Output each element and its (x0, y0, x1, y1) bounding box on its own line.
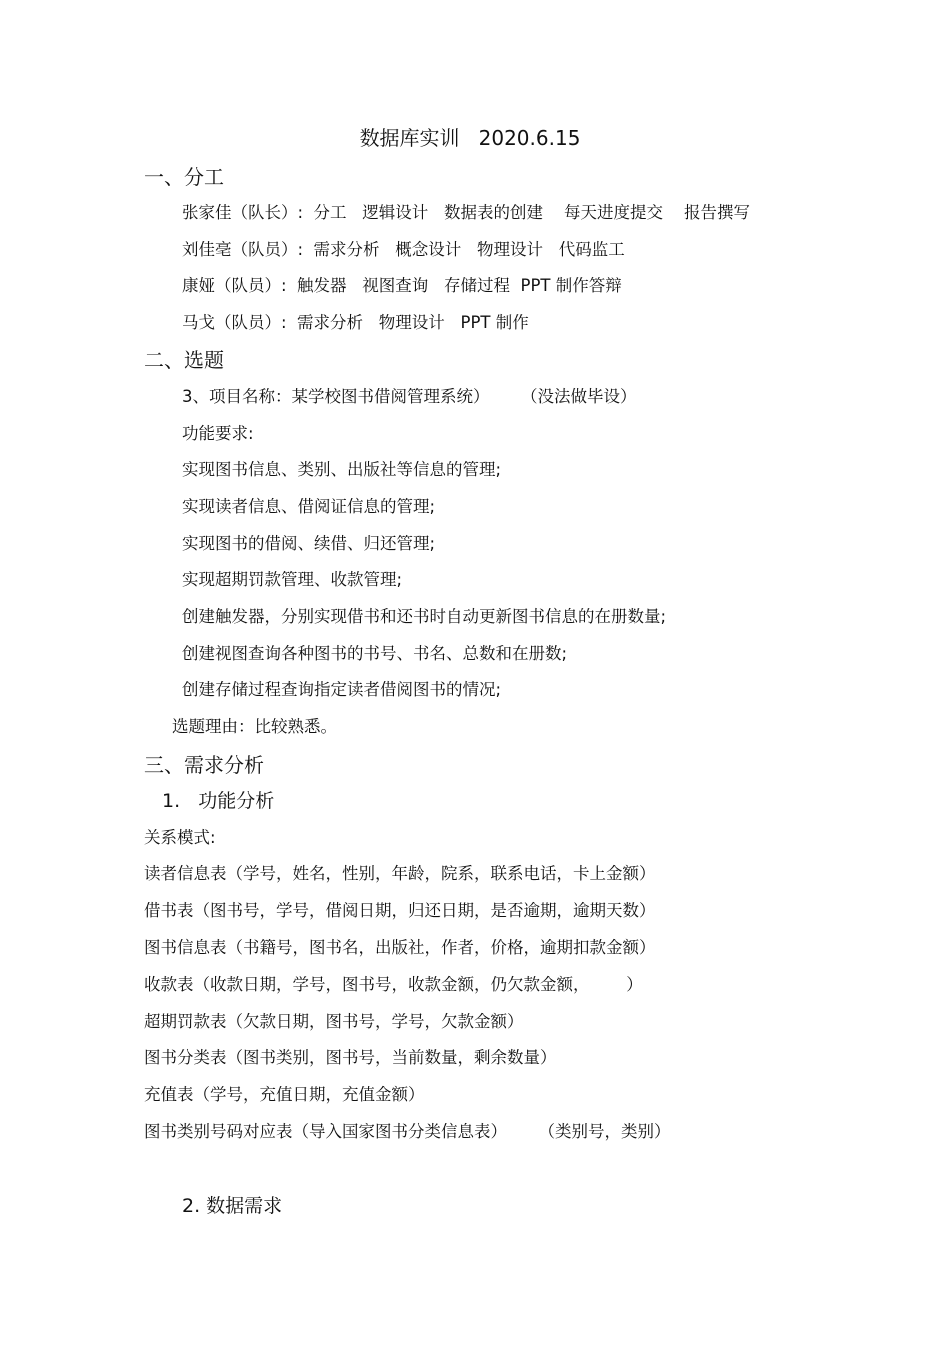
document-title: 数据库实训 2020.6.15 (359, 126, 581, 150)
member-line: 刘佳亳（队员）: 需求分析 概念设计 物理设计 代码监工 (182, 240, 625, 259)
topic-reason: 选题理由：比较熟悉。 (172, 717, 337, 736)
subheading-data-requirements: 2. 数据需求 (182, 1195, 283, 1217)
section-heading-topic: 二、选题 (144, 348, 224, 372)
requirement-item: 实现图书信息、类别、出版社等信息的管理; (182, 460, 502, 479)
requirement-item: 创建触发器，分别实现借书和还书时自动更新图书信息的在册数量; (182, 607, 667, 626)
project-name: 3、项目名称：某学校图书借阅管理系统） （没法做毕设） (182, 387, 637, 406)
requirement-item: 实现超期罚款管理、收款管理; (182, 570, 403, 589)
relation-item: 读者信息表（学号，姓名，性别，年龄，院系，联系电话，卡上金额） (144, 864, 656, 883)
subheading-function-analysis: 1. 功能分析 (162, 790, 275, 812)
relation-item: 借书表（图书号，学号，借阅日期，归还日期，是否逾期，逾期天数） (144, 901, 656, 920)
section-heading-division: 一、分工 (144, 165, 224, 189)
relations-label: 关系模式: (144, 828, 216, 847)
relation-item: 收款表（收款日期，学号，图书号，收款金额，仍欠款金额， ） (144, 975, 643, 994)
member-line: 张家佳（队长）: 分工 逻辑设计 数据表的创建 每天进度提交 报告撰写 (182, 203, 750, 222)
member-line: 康娅（队员）: 触发器 视图查询 存储过程 PPT 制作答辩 (182, 276, 622, 295)
requirement-item: 创建存储过程查询指定读者借阅图书的情况; (182, 680, 502, 699)
relation-item: 图书分类表（图书类别，图书号，当前数量，剩余数量） (144, 1048, 557, 1067)
requirement-item: 实现图书的借阅、续借、归还管理; (182, 534, 436, 553)
member-line: 马戈（队员）: 需求分析 物理设计 PPT 制作 (182, 313, 529, 332)
section-heading-analysis: 三、需求分析 (144, 753, 264, 777)
relation-item: 图书类别号码对应表（导入国家图书分类信息表） （类别号，类别） (144, 1122, 671, 1141)
requirement-item: 实现读者信息、借阅证信息的管理; (182, 497, 436, 516)
requirements-label: 功能要求: (182, 424, 254, 443)
relation-item: 超期罚款表（欠款日期，图书号，学号，欠款金额） (144, 1012, 524, 1031)
requirement-item: 创建视图查询各种图书的书号、书名、总数和在册数; (182, 644, 568, 663)
relation-item: 充值表（学号，充值日期，充值金额） (144, 1085, 425, 1104)
relation-item: 图书信息表（书籍号，图书名，出版社，作者，价格，逾期扣款金额） (144, 938, 656, 957)
